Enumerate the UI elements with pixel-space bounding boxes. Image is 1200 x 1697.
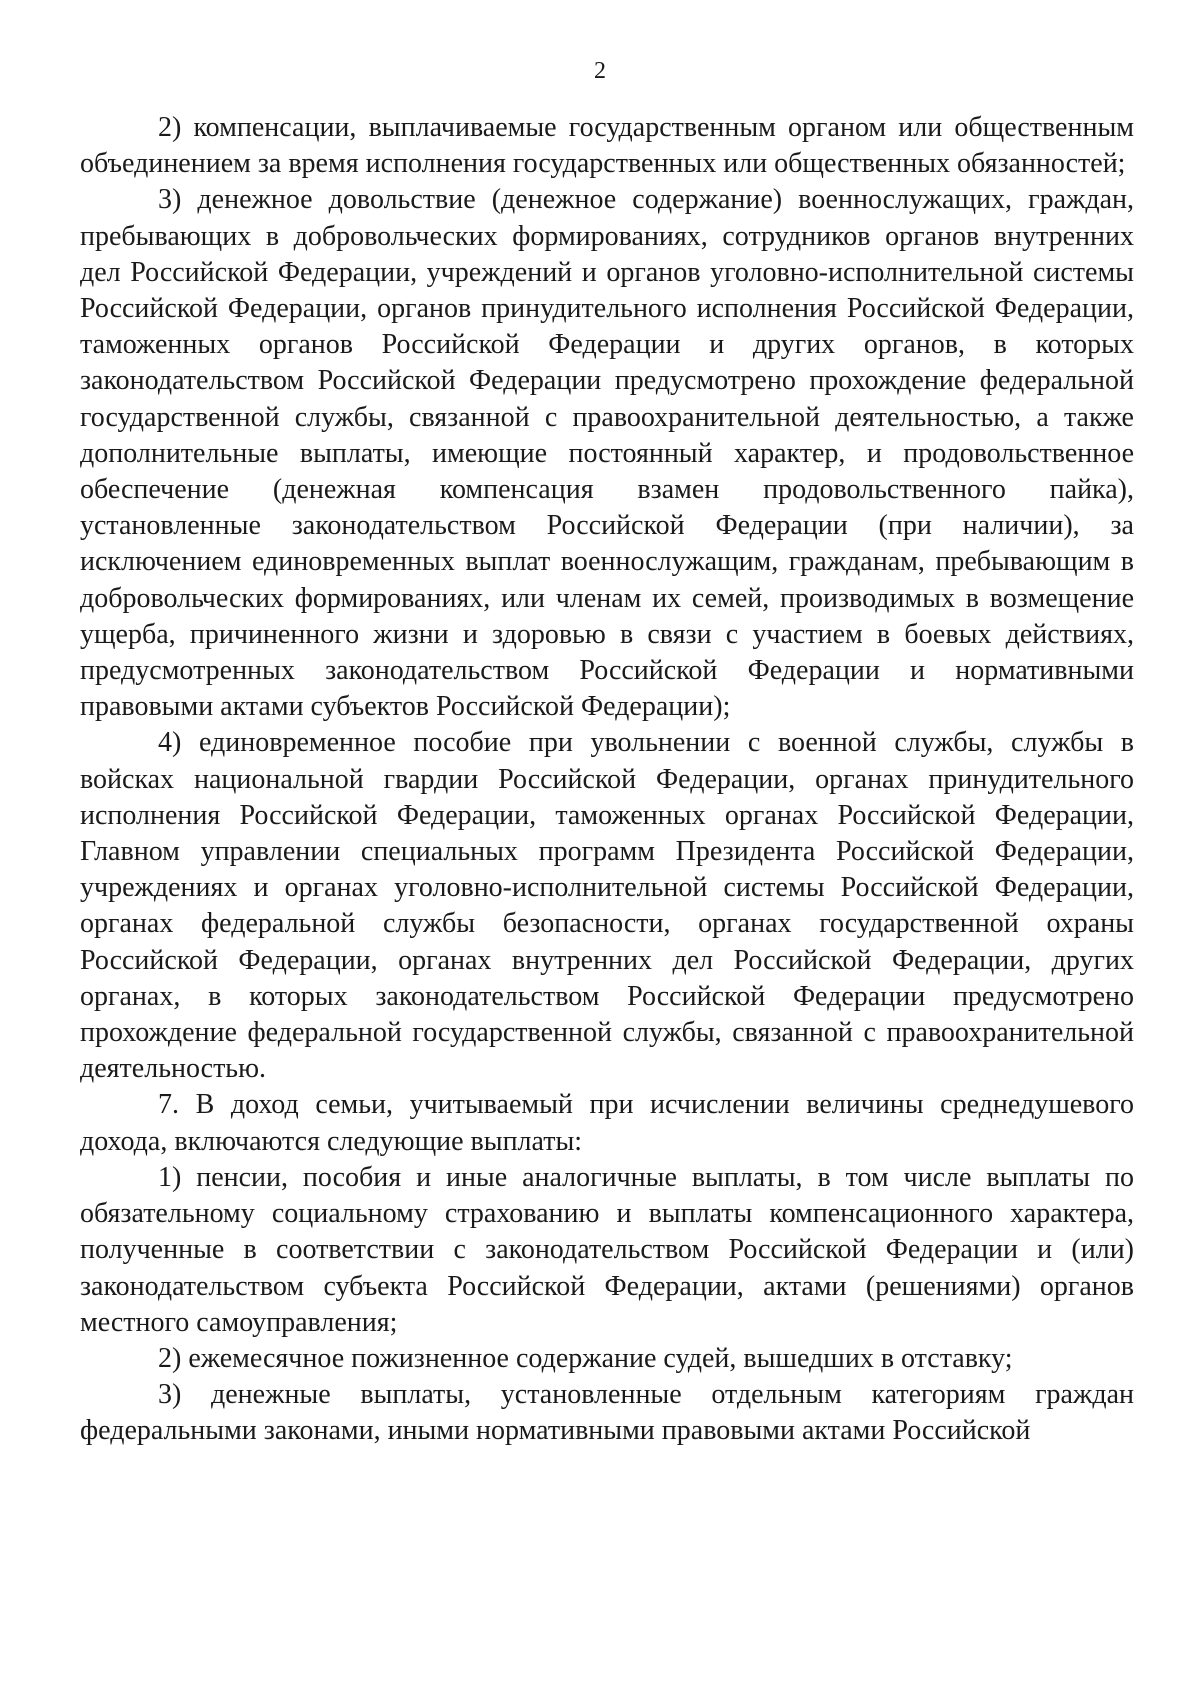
- paragraph-pensions: 1) пенсии, пособия и иные аналогичные выплаты, в том числе выплаты по обязательному социальному страхованию и выплаты компенсационного характера, полученные в соответствии с законодательством Российской Федерации и (или) законодательством субъекта Российской Федерации, актами (решениями) органов местного самоуправления;: [80, 1161, 1134, 1338]
- paragraph-section-7: 7. В доход семьи, учитываемый при исчислении величины среднедушевого дохода, включаются следующие выплаты:: [80, 1089, 1134, 1157]
- page-number: 2: [594, 58, 606, 84]
- paragraph-compensations: 2) компенсации, выплачиваемые государственным органом или общественным объединением за время исполнения государственных или общественных обязанностей;: [80, 112, 1134, 180]
- paragraph-lump-sum-benefit: 4) единовременное пособие при увольнении с военной службы, службы в войсках национальной гвардии Российской Федерации, органах принудительного исполнения Российской Федерации, таможенных органах Российской Федерации, Главном управлении специальных программ Президента Российской Федерации, учреждениях и органах уголовно-исполнительной системы Российской Федерации, органах федеральной службы безопасности, органах государственной охраны Российской Федерации, органах внутренних дел Российской Федерации, других органах, в которых законодательством Российской Федерации предусмотрено прохождение федеральной государственной службы, связанной с правоохранительной деятельностью.: [80, 727, 1134, 1085]
- paragraph-cash-payments: 3) денежные выплаты, установленные отдельным категориям граждан федеральными законами, иными нормативными правовыми актами Российской: [80, 1379, 1134, 1447]
- paragraph-judges-allowance: 2) ежемесячное пожизненное содержание судей, вышедших в отставку;: [158, 1342, 1013, 1374]
- document-body: [80, 110, 1134, 1450]
- paragraph-monetary-allowance: 3) денежное довольствие (денежное содержание) военнослужащих, граждан, пребывающих в добровольческих формированиях, сотрудников органов внутренних дел Российской Федерации, учреждений и органов уголовно-исполнительной системы Российской Федерации, органов принудительного исполнения Российской Федерации, таможенных органов Российской Федерации и других органов, в которых законодательством Российской Федерации предусмотрено прохождение федеральной государственной службы, связанной с правоохранительной деятельностью, а также дополнительные выплаты, имеющие постоянный характер, и продовольственное обеспечение (денежная компенсация взамен продовольственного пайка), установленные законодательством Российской Федерации (при наличии), за исключением единовременных выплат военнослужащим, гражданам, пребывающим в добровольческих формированиях, или членам их семей, производимых в возмещение ущерба, причиненного жизни и здоровью в связи с участием в боевых действиях, предусмотренных законодательством Российской Федерации и нормативными правовыми актами субъектов Российской Федерации);: [80, 184, 1134, 723]
